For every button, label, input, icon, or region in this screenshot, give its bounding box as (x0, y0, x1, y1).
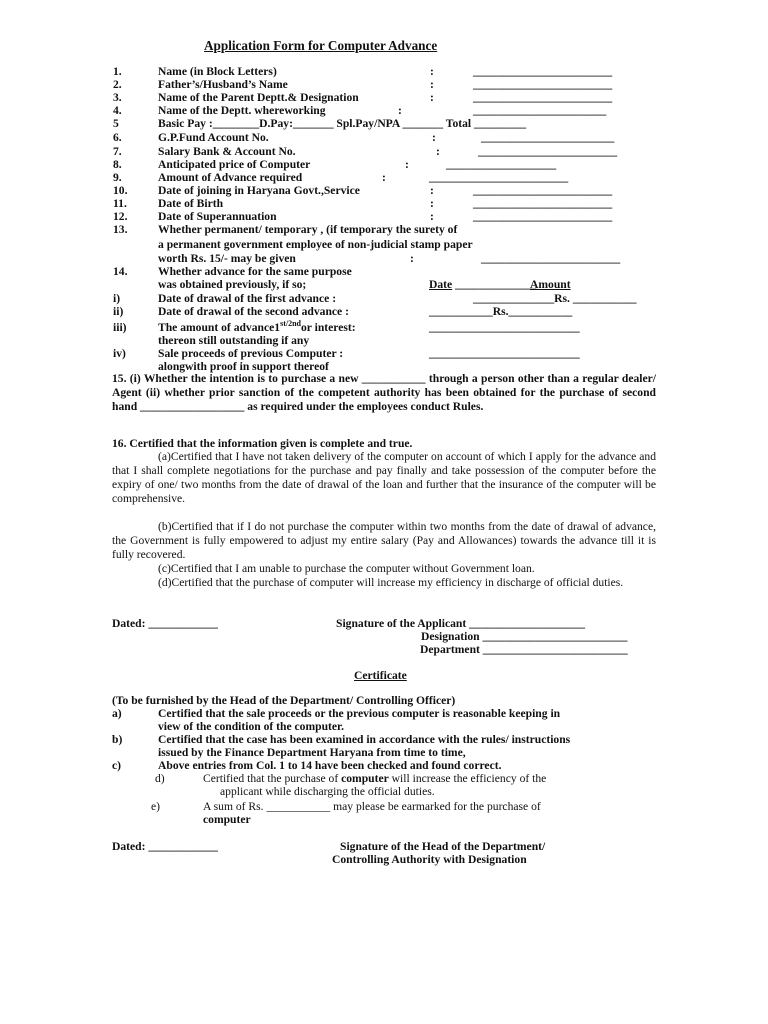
field-blank[interactable]: ________________________ (481, 252, 621, 265)
field-label: G.P.Fund Account No. (158, 131, 269, 144)
sub-blank[interactable]: __________________________ (429, 347, 580, 360)
field-blank[interactable]: ________________________ (473, 65, 613, 78)
sub-label: Date of drawal of the first advance : (158, 292, 337, 305)
item-letter: c) (112, 759, 122, 772)
field-label[interactable]: Basic Pay :________D.Pay:_______ Spl.Pay/NPA _______ Total _________ (158, 117, 527, 130)
field-number: 12. (113, 210, 128, 223)
designation-field[interactable]: Designation _________________________ (421, 630, 628, 643)
field-label: Amount of Advance required (158, 171, 303, 184)
field-number: 7. (113, 145, 122, 158)
field-label-line3: worth Rs. 15/- may be given (158, 252, 296, 265)
sub-number: i) (113, 292, 121, 305)
field-number: 1. (113, 65, 122, 78)
field-number: 9. (113, 171, 122, 184)
field-blank[interactable]: ________________________ (473, 78, 613, 91)
item-text: Certified that the sale proceeds or the previous computer is reasonable keeping in (158, 707, 561, 720)
field-number: 6. (113, 131, 122, 144)
sub-label-line2: alongwith proof in support thereof (158, 360, 329, 373)
sub-number: iv) (113, 347, 126, 360)
field-number: 5 (113, 117, 119, 130)
item-text: Above entries from Col. 1 to 14 have been checked and found correct. (158, 759, 502, 772)
field-colon: : (436, 145, 440, 158)
sub-label: The amount of $advance1^{st/2nd}or$ interest: (158, 319, 356, 334)
sub-number: ii) (113, 305, 124, 318)
field-label: Name of the Parent Deptt.& Designation (158, 91, 359, 104)
sub-blank[interactable]: __________________________ (429, 321, 580, 334)
field-label: Father’s/Husband’s Name (158, 78, 288, 91)
item-text-line2: computer (203, 813, 251, 826)
declaration-d: (d)Certified that the purchase of computer will increase my efficiency in discharge of official duties. (158, 576, 624, 589)
field-blank[interactable]: ________________________ (478, 145, 618, 158)
field-label: Salary Bank & Account No. (158, 145, 296, 158)
hod-designation-label: Controlling Authority with Designation (332, 853, 527, 866)
date-column-underline: ______________ (455, 278, 537, 291)
item-text: Certified that the case has been examined in accordance with the rules/ instructions (158, 733, 571, 746)
field-number: 13. (113, 223, 128, 236)
applicant-signature-field[interactable]: Signature of the Applicant ____________________ (336, 617, 586, 630)
sub-number: iii) (113, 321, 127, 334)
item-text: Certified that the purchase of computer will increase the efficiency of the (203, 772, 547, 785)
field-blank[interactable]: ________________________ (473, 197, 613, 210)
field-label: Name of the Deptt. whereworking (158, 104, 326, 117)
field-label: Date of Superannuation (158, 210, 277, 223)
certificate-intro: (To be furnished by the Head of the Department/ Controlling Officer) (112, 694, 456, 707)
certificate-heading: Certificate (354, 669, 407, 682)
item-16-heading: 16. Certified that the information given is complete and true. (112, 437, 413, 450)
field-number: 10. (113, 184, 128, 197)
field-colon: : (430, 78, 434, 91)
sub-label-line2: thereon still outstanding if any (158, 334, 310, 347)
field-label: Whether advance for the same purpose (158, 265, 352, 278)
field-number: 14. (113, 265, 128, 278)
field-label: Anticipated price of Computer (158, 158, 311, 171)
item-text-line2: view of the condition of the computer. (158, 720, 345, 733)
item-letter: b) (112, 733, 123, 746)
item-letter: d) (155, 772, 165, 785)
field-label: Date of joining in Haryana Govt.,Service (158, 184, 360, 197)
field-label-line2: was obtained previously, if so; (158, 278, 307, 291)
field-colon: : (432, 131, 436, 144)
item-text-line2: issued by the Finance Department Haryana from time to time, (158, 746, 466, 759)
field-colon: : (430, 65, 434, 78)
field-colon: : (410, 252, 414, 265)
sub-blank[interactable]: ______________Rs. ___________ (473, 292, 637, 305)
field-colon: : (430, 197, 434, 210)
field-blank[interactable]: _______________________ (473, 104, 607, 117)
sub-label: Date of drawal of the second advance : (158, 305, 349, 318)
item-text-line2: applicant while discharging the official duties. (220, 785, 435, 798)
field-colon: : (430, 210, 434, 223)
item-text[interactable]: A sum of Rs. ___________ may please be earmarked for the purchase of (203, 800, 541, 813)
field-blank[interactable]: ________________________ (473, 184, 613, 197)
field-number: 11. (113, 197, 127, 210)
hod-signature-label: Signature of the Head of the Department/ (340, 840, 546, 853)
declaration-a: (a)Certified that I have not taken delivery of the computer on account of which I apply for the advance and that I shall complete negotiations for the purchase and pay finally and take possession of the computer before the expiry of one/ two months from the date of drawal of the loan and further that the insurance of the computer will be comprehensive. (112, 450, 656, 506)
field-number: 2. (113, 78, 122, 91)
declaration-b: (b)Certified that if I do not purchase the computer within two months from the date of drawal of advance, the Government is fully empowered to adjust my entire salary (Pay and Allowances) towards the advance till it is fully recovered. (112, 520, 656, 562)
field-label-line2: a permanent government employee of non-judicial stamp paper (158, 238, 473, 251)
field-number: 4. (113, 104, 122, 117)
field-number: 8. (113, 158, 122, 171)
amount-column-header: Amount (530, 278, 571, 291)
field-label: Date of Birth (158, 197, 224, 210)
field-blank[interactable]: _______________________ (481, 131, 615, 144)
page-title: Application Form for Computer Advance (204, 38, 438, 53)
dated-field[interactable]: Dated: ____________ (112, 840, 218, 853)
field-colon: : (405, 158, 409, 171)
sub-blank[interactable]: ___________Rs.___________ (429, 305, 573, 318)
field-colon: : (382, 171, 386, 184)
item-15-paragraph: 15. (i) Whether the intention is to purchase a new ___________ through a person other than a regular dealer/ Agent (ii) whether prior sanction of the competent authority has been obtained for the purchase of second hand __________________ as required under the employees conduct Rules. (112, 372, 656, 414)
field-blank[interactable]: ___________________ (446, 158, 557, 171)
field-label: Whether permanent/ temporary , (if temporary the surety of (158, 223, 458, 236)
department-field[interactable]: Department _________________________ (420, 643, 628, 656)
date-column-header: Date (429, 278, 453, 291)
dated-field[interactable]: Dated: ____________ (112, 617, 218, 630)
field-colon: : (398, 104, 402, 117)
field-colon: : (430, 91, 434, 104)
field-blank[interactable]: ________________________ (473, 210, 613, 223)
item-letter: e) (151, 800, 161, 813)
field-blank[interactable]: ________________________ (429, 171, 569, 184)
item-letter: a) (112, 707, 122, 720)
field-colon: : (430, 184, 434, 197)
sub-label: Sale proceeds of previous Computer : (158, 347, 344, 360)
field-blank[interactable]: ________________________ (473, 91, 613, 104)
declaration-c: (c)Certified that I am unable to purchase the computer without Government loan. (158, 562, 535, 575)
field-label: Name (in Block Letters) (158, 65, 277, 78)
field-number: 3. (113, 91, 122, 104)
